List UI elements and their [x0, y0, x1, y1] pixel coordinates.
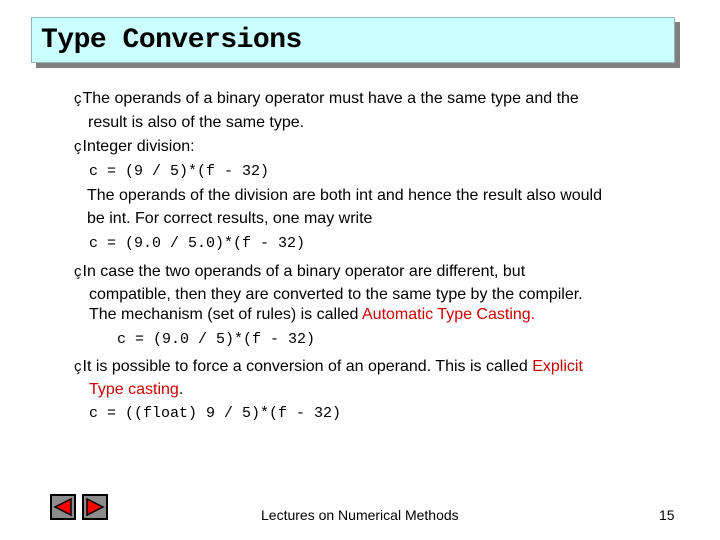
emphasis-type-casting: Type casting	[89, 381, 179, 398]
code-line-1: c = (9 / 5)*(f - 32)	[89, 163, 270, 180]
code-line-2: c = (9.0 / 5.0)*(f - 32)	[89, 235, 306, 252]
triangle-right-icon	[85, 497, 105, 517]
bullet-4-line-2-end: .	[178, 381, 184, 398]
emphasis-explicit: Explicit	[532, 358, 583, 375]
bullet-2-line-3: be int. For correct results, one may write	[87, 210, 373, 227]
bullet-3-line-2: compatible, then they are converted to the same type by the compiler.	[89, 286, 583, 303]
bullet-marker: ç	[74, 90, 82, 107]
code-line-4: c = ((float) 9 / 5)*(f - 32)	[89, 405, 342, 422]
bullet-2-line-2: The operands of the division are both int and hence the result also would	[87, 187, 602, 204]
bullet-marker: ç	[74, 263, 82, 280]
footer-title: Lectures on Numerical Methods	[261, 507, 459, 523]
bullet-1-line-2: result is also of the same type.	[88, 114, 305, 131]
bullet-4-line-1	[74, 357, 583, 377]
bullet-3-line-3-text: The mechanism (set of rules) is called	[89, 306, 362, 323]
bullet-3-line-3	[89, 305, 535, 325]
emphasis-automatic-type-casting: Automatic Type Casting.	[362, 306, 536, 323]
bullet-3-text: In case the two operands of a binary operator are different, but	[82, 263, 526, 280]
bullet-4-line-2	[89, 380, 183, 400]
previous-slide-button[interactable]	[50, 494, 76, 520]
next-slide-button[interactable]	[82, 494, 108, 520]
slide-title: Type Conversions	[41, 25, 302, 56]
bullet-1-line-1	[74, 89, 579, 109]
bullet-3-line-1	[74, 262, 525, 282]
bullet-2-line-1	[74, 137, 195, 157]
bullet-2-text: Integer division:	[82, 138, 195, 155]
bullet-marker: ç	[74, 138, 82, 155]
title-box	[31, 17, 675, 63]
bullet-1-text: The operands of a binary operator must have a the same type and the	[82, 90, 579, 107]
triangle-left-icon	[53, 497, 73, 517]
bullet-marker: ç	[74, 358, 82, 375]
page-number: 15	[659, 507, 675, 523]
bullet-4-text: It is possible to force a conversion of an operand. This is called	[82, 358, 533, 375]
code-line-3: c = (9.0 / 5)*(f - 32)	[117, 331, 316, 348]
